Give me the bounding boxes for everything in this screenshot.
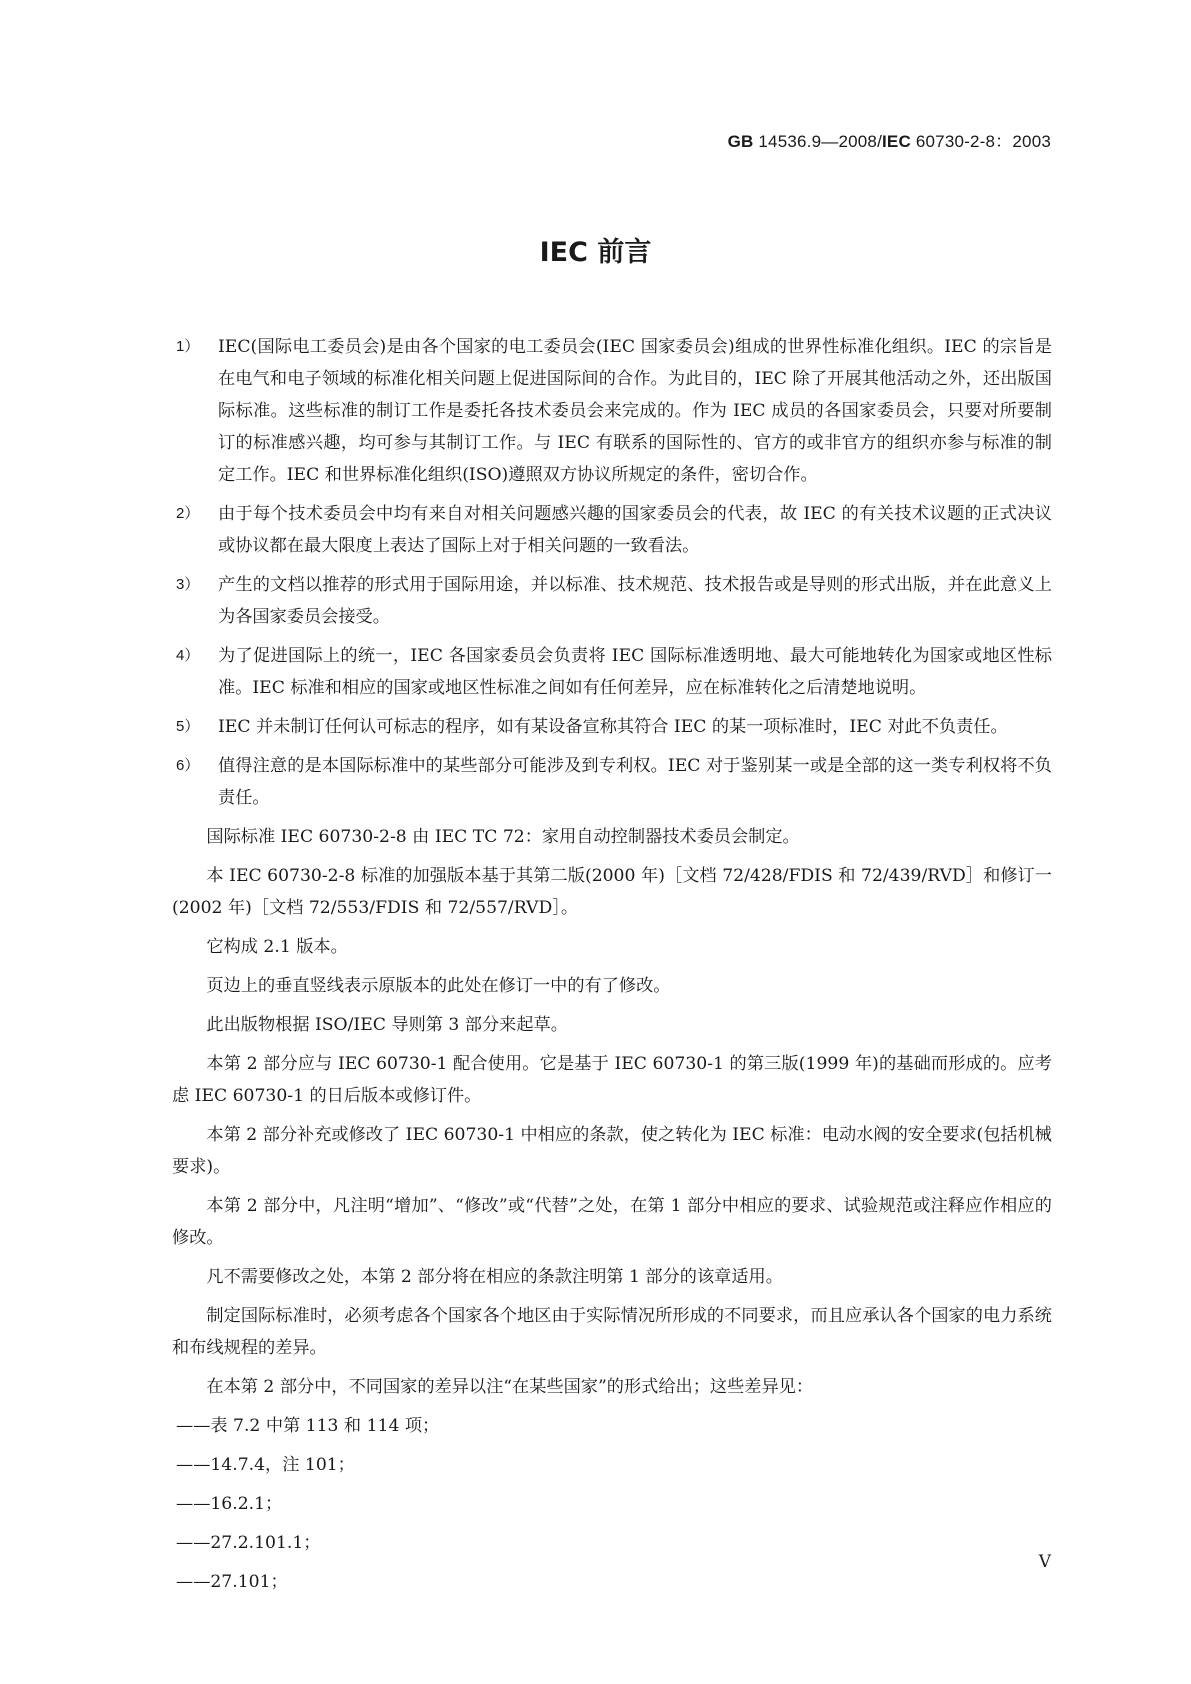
page-number: V (1038, 1552, 1051, 1572)
paragraph: 本 IEC 60730-2-8 标准的加强版本基于其第二版(2000 年)［文档 72/428/FDIS 和 72/439/RVD］和修订一(2002 年)［文档 72/553/FDIS 和 72/557/RVD］。 (172, 866, 1052, 918)
list-item-number: 2） (176, 505, 200, 522)
list-item-number: 3） (176, 576, 200, 593)
header-gb: GB (727, 132, 754, 151)
dash-list-item: ——表 7.2 中第 113 和 114 项； (176, 1416, 440, 1436)
list-item-text: 产生的文档以推荐的形式用于国际用途，并以标准、技术规范、技术报告或是导则的形式出版，并在此意义上为各国家委员会接受。 (218, 575, 1052, 627)
header-code: 14536.9—2008/ (753, 132, 882, 151)
paragraph: 它构成 2.1 版本。 (206, 937, 348, 957)
paragraph: 此出版物根据 ISO/IEC 导则第 3 部分来起草。 (206, 1015, 568, 1035)
list-item (172, 569, 1052, 633)
paragraph: 制定国际标准时，必须考虑各个国家各个地区由于实际情况所形成的不同要求，而且应承认各个国家的电力系统和布线规程的差异。 (172, 1306, 1052, 1358)
list-item-text: 由于每个技术委员会中均有来自对相关问题感兴趣的国家委员会的代表，故 IEC 的有关技术议题的正式决议或协议都在最大限度上表达了国际上对于相关问题的一致看法。 (218, 504, 1052, 556)
paragraph: 本第 2 部分应与 IEC 60730-1 配合使用。它是基于 IEC 60730-1 的第三版(1999 年)的基础而形成的。应考虑 IEC 60730-1 的日后版本或修订件。 (172, 1054, 1052, 1106)
header-iec: IEC (882, 132, 911, 151)
document-body (172, 331, 1052, 1605)
list-item (172, 711, 1052, 743)
dash-list-item: ——14.7.4，注 101； (176, 1455, 355, 1475)
paragraph: 页边上的垂直竖线表示原版本的此处在修订一中的有了修改。 (206, 976, 671, 996)
list-item-text: IEC(国际电工委员会)是由各个国家的电工委员会(IEC 国家委员会)组成的世界性标准化组织。IEC 的宗旨是在电气和电子领域的标准化相关问题上促进国际间的合作。为此目的，IEC 除了开展其他活动之外，还出版国际标准。这些标准的制订工作是委托各技术委员会来完成的。作为 IEC 成员的各国家委员会，只要对所要制订的标准感兴趣，均可参与其制订工作。与 IEC 有联系的国际性的、官方的或非官方的组织亦参与标准的制定工作。IEC 和世界标准化组织(ISO)遵照双方协议所规定的条件，密切合作。 (218, 337, 1052, 485)
paragraph: 本第 2 部分补充或修改了 IEC 60730-1 中相应的条款，使之转化为 IEC 标准：电动水阀的安全要求(包括机械要求)。 (172, 1125, 1052, 1177)
list-item-text: IEC 并未制订任何认可标志的程序，如有某设备宣称其符合 IEC 的某一项标准时，IEC 对此不负责任。 (218, 717, 1008, 737)
dash-list-item: ——27.101； (176, 1572, 288, 1592)
list-item-number: 4） (176, 647, 200, 664)
header-iec-code: 60730-2-8：2003 (910, 132, 1051, 151)
paragraph: 凡不需要修改之处，本第 2 部分将在相应的条款注明第 1 部分的该章适用。 (206, 1267, 783, 1287)
page-title: IEC 前言 (539, 237, 652, 268)
dash-list-item: ——27.2.101.1； (176, 1533, 321, 1553)
list-item (172, 640, 1052, 704)
list-item-number: 5） (176, 718, 200, 735)
paragraph: 本第 2 部分中，凡注明“增加”、“修改”或“代替”之处，在第 1 部分中相应的要求、试验规范或注释应作相应的修改。 (172, 1196, 1052, 1248)
list-item (172, 750, 1052, 814)
list-item-number: 6） (176, 757, 200, 774)
list-item-text: 值得注意的是本国际标准中的某些部分可能涉及到专利权。IEC 对于鉴别某一或是全部的这一类专利权将不负责任。 (218, 756, 1052, 808)
list-item (172, 331, 1052, 491)
paragraph: 在本第 2 部分中，不同国家的差异以注“在某些国家”的形式给出；这些差异见： (206, 1377, 814, 1397)
paragraph: 国际标准 IEC 60730-2-8 由 IEC TC 72：家用自动控制器技术委员会制定。 (206, 827, 800, 847)
list-item-text: 为了促进国际上的统一，IEC 各国家委员会负责将 IEC 国际标准透明地、最大可能地转化为国家或地区性标准。IEC 标准和相应的国家或地区性标准之间如有任何差异，应在标准转化之后清楚地说明。 (218, 646, 1052, 698)
list-item (172, 498, 1052, 562)
dash-list-item: ——16.2.1； (176, 1494, 283, 1514)
page-header (728, 127, 1051, 152)
list-item-number: 1） (176, 338, 200, 355)
